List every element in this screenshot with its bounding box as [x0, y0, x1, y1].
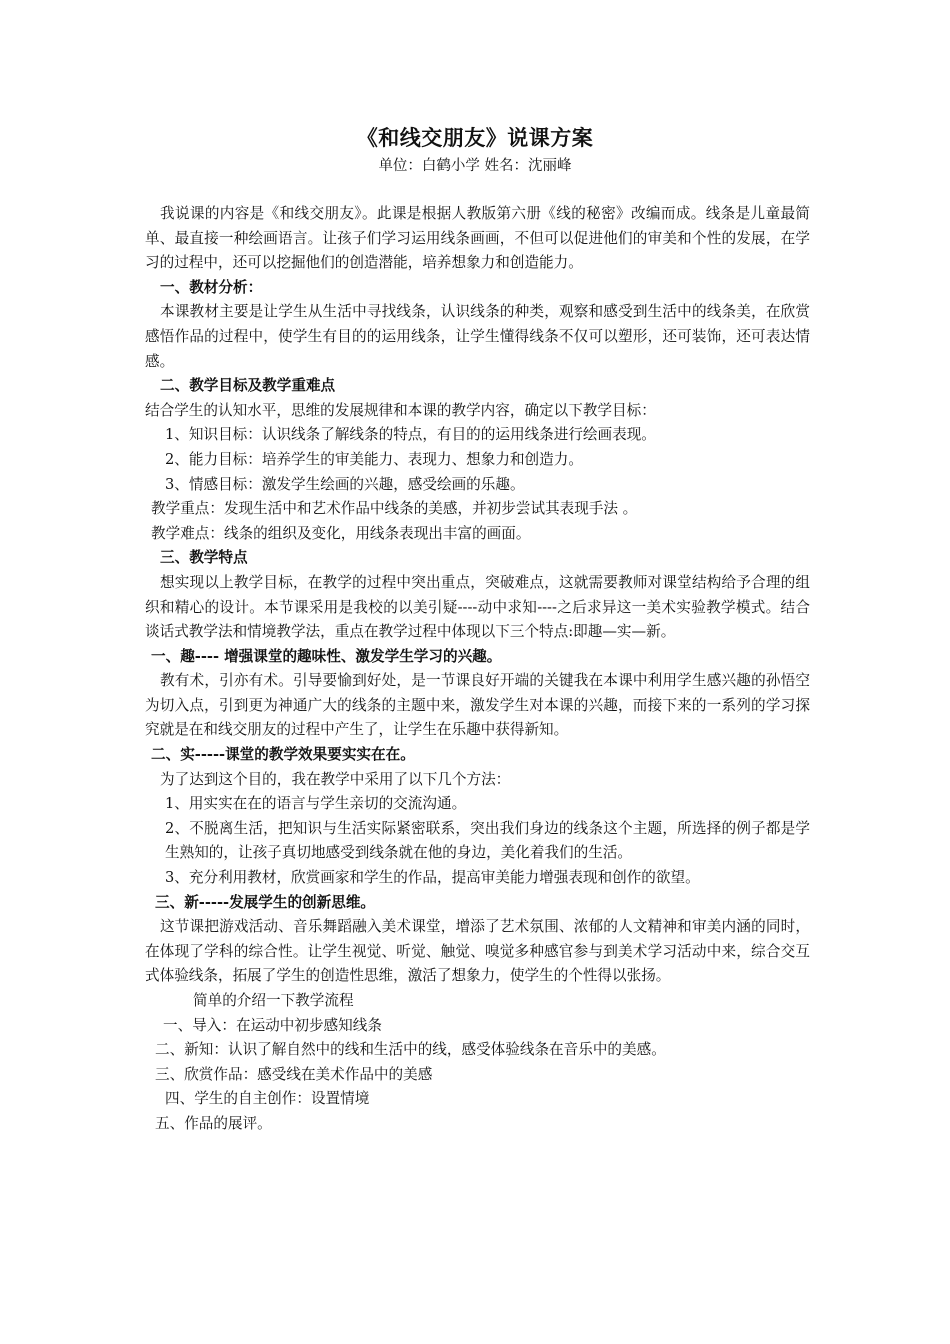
body-paragraph: 想实现以上教学目标，在教学的过程中突出重点，突破难点，这就需要教师对课堂结构给予合理的组织和精心的设计。本节课采用是我校的以美引疑----动中求知----之后求异这一美术实验教学模式。结合谈话式教学法和情境教学法，重点在教学过程中体现以下三个特点:即趣—实—新。	[145, 573, 810, 641]
feature-heading: 三、新-----发展学生的创新思维。	[155, 893, 376, 911]
process-step: 三、欣赏作品：感受线在美术作品中的美感	[155, 1065, 433, 1083]
goal-item: 3、情感目标：激发学生绘画的兴趣，感受绘画的乐趣。	[165, 475, 525, 493]
section-heading: 三、教学特点	[160, 549, 248, 567]
goal-item: 2、能力目标：培养学生的审美能力、表现力、想象力和创造力。	[165, 450, 583, 468]
body-paragraph: 为了达到这个目的，我在教学中采用了以下几个方法：	[160, 770, 511, 788]
process-step: 四、学生的自主创作：设置情境	[165, 1090, 370, 1108]
intro-paragraph: 我说课的内容是《和线交朋友》。此课是根据人教版第六册《线的秘密》改编而成。线条是儿童最简单、最直接一种绘画语言。让孩子们学习运用线条画画，不但可以促进他们的审美和个性的发展，在学习的过程中，还可以挖掘他们的创造潜能，培养想象力和创造能力。	[145, 205, 810, 272]
feature-heading: 一、趣---- 增强课堂的趣味性、激发学生学习的兴趣。	[151, 647, 502, 665]
feature-heading: 二、实-----课堂的教学效果要实实在在。	[151, 746, 415, 764]
body-paragraph: 结合学生的认知水平，思维的发展规律和本课的教学内容，确定以下教学目标：	[145, 401, 656, 419]
body-paragraph: 这节课把游戏活动、音乐舞蹈融入美术课堂，增添了艺术氛围、浓郁的人文精神和审美内涵的同时，在体现了学科的综合性。让学生视觉、听觉、触觉、嗅觉多种感官参与到美术学习活动中来，综合交互式体验线条，拓展了学生的创造性思维，激活了想象力，使学生的个性得以张扬。	[145, 918, 810, 985]
process-step: 二、新知：认识了解自然中的线和生活中的线，感受体验线条在音乐中的美感。	[155, 1041, 666, 1059]
section-heading: 二、教学目标及教学重难点	[160, 377, 336, 395]
body-paragraph: 教有术，引亦有术。引导要愉到好处，是一节课良好开端的关键我在本课中利用学生感兴趣的孙悟空为切入点，引到更为神通广大的线条的主题中来，激发学生对本课的兴趣，而接下来的一系列的学习探究就是在和线交朋友的过程中产生了，让学生在乐趣中获得新知。	[145, 672, 810, 739]
body-paragraph: 本课教材主要是让学生从生活中寻找线条，认识线条的种类，观察和感受到生活中的线条美，在欣赏感悟作品的过程中，使学生有目的的运用线条，让学生懂得线条不仅可以塑形，还可装饰，还可表达情感。	[145, 303, 810, 370]
process-intro: 简单的介绍一下教学流程	[193, 992, 354, 1009]
goal-item: 1、知识目标：认识线条了解线条的特点，有目的的运用线条进行绘画表现。	[165, 426, 656, 444]
method-item: 2、不脱离生活，把知识与生活实际紧密联系，突出我们身边的线条这个主题，所选择的例子都是学生熟知的，让孩子真切地感受到线条就在他的身边，美化着我们的生活。	[165, 819, 810, 862]
process-step: 五、作品的展评。	[155, 1114, 272, 1132]
document-body	[145, 202, 810, 1137]
teaching-difficulty: 教学难点：线条的组织及变化，用线条表现出丰富的画面。	[151, 524, 531, 542]
process-step: 一、导入：在运动中初步感知线条	[163, 1016, 382, 1034]
method-item: 3、充分利用教材，欣赏画家和学生的作品，提高审美能力增强表现和创作的欲望。	[165, 869, 700, 887]
document-subtitle: 单位：白鹤小学 姓名：沈丽峰	[378, 158, 572, 174]
section-heading: 一、教材分析：	[160, 278, 263, 296]
teaching-focus: 教学重点：发现生活中和艺术作品中线条的美感，并初步尝试其表现手法 。	[151, 500, 638, 518]
document-title: 《和线交朋友》说课方案	[356, 125, 594, 150]
method-item: 1、用实实在在的语言与学生亲切的交流沟通。	[165, 795, 467, 813]
